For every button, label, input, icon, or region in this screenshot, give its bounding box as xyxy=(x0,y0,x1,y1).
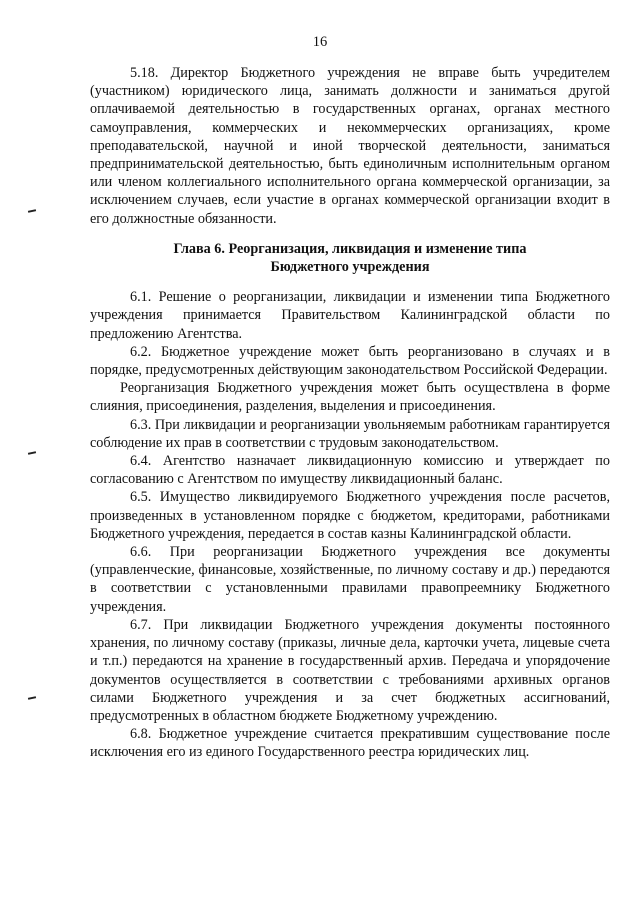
chapter-heading xyxy=(90,240,610,276)
paragraph-5-18: 5.18. Директор Бюджетного учреждения не вправе быть учредителем (участником) юридического лица, занимать должности и заниматься другой оплачиваемой деятельностью в государственных органах, органах местного самоуправления, коммерческих и некоммерческих организациях, кроме преподавательской, научной и иной творческой деятельности, заниматься предпринимательской деятельностью, быть единоличным исполнительным органом или членом коллегиального исполнительного органа коммерческой организации, за исключением случаев, если участие в органах коммерческой организации входит в его должностные обязанности. xyxy=(90,65,610,227)
margin-mark xyxy=(28,209,36,213)
paragraph-6-1: 6.1. Решение о реорганизации, ликвидации и изменении типа Бюджетного учреждения принимается Правительством Калининградской области по предложению Агентства. xyxy=(90,289,610,342)
paragraph-6-7: 6.7. При ликвидации Бюджетного учреждения документы постоянного хранения, по личному составу (приказы, личные дела, карточки учета, лицевые счета и т.п.) передаются на хранение в государственный архив. Передача и упорядочение документов осуществляется в соответствии с требованиями архивных органов силами Бюджетного учреждения и за счет бюджетных ассигнований, предусмотренных в областном бюджете Бюджетному учреждению. xyxy=(90,616,610,724)
chapter-title-line-1: Глава 6. Реорганизация, ликвидация и изменение типа xyxy=(173,240,527,257)
paragraph-6-6: 6.6. При реорганизации Бюджетного учреждения все документы (управленческие, финансовые, хозяйственные, по личному составу и др.) передаются в соответствии с установленными правилами правопреемнику Бюджетного учреждения. xyxy=(90,544,610,615)
margin-mark xyxy=(28,696,36,700)
page-number: 16 xyxy=(312,34,328,50)
chapter-title-line-2: Бюджетного учреждения xyxy=(270,259,430,276)
paragraph-6-8: 6.8. Бюджетное учреждение считается прекратившим существование после исключения его из единого Государственного реестра юридических лиц. xyxy=(90,726,610,761)
paragraph-6-4: 6.4. Агентство назначает ликвидационную комиссию и утверждает по согласованию с Агентством по имуществу ликвидационный баланс. xyxy=(90,453,610,488)
paragraph-reorganization-forms: Реорганизация Бюджетного учреждения может быть осуществлена в форме слияния, присоединения, разделения, выделения и присоединения. xyxy=(90,380,610,415)
paragraph-6-5: 6.5. Имущество ликвидируемого Бюджетного учреждения после расчетов, произведенных в установленном порядке с бюджетом, кредиторами, работниками Бюджетного учреждения, передается в состав казны Калининградской области. xyxy=(90,489,610,542)
paragraph-6-3: 6.3. При ликвидации и реорганизации увольняемым работникам гарантируется соблюдение их прав в соответствии с трудовым законодательством. xyxy=(90,416,610,451)
paragraph-6-2: 6.2. Бюджетное учреждение может быть реорганизовано в случаях и в порядке, предусмотренных действующим законодательством Российской Федерации. xyxy=(90,343,610,379)
document-body xyxy=(90,64,610,762)
margin-mark xyxy=(28,451,36,455)
